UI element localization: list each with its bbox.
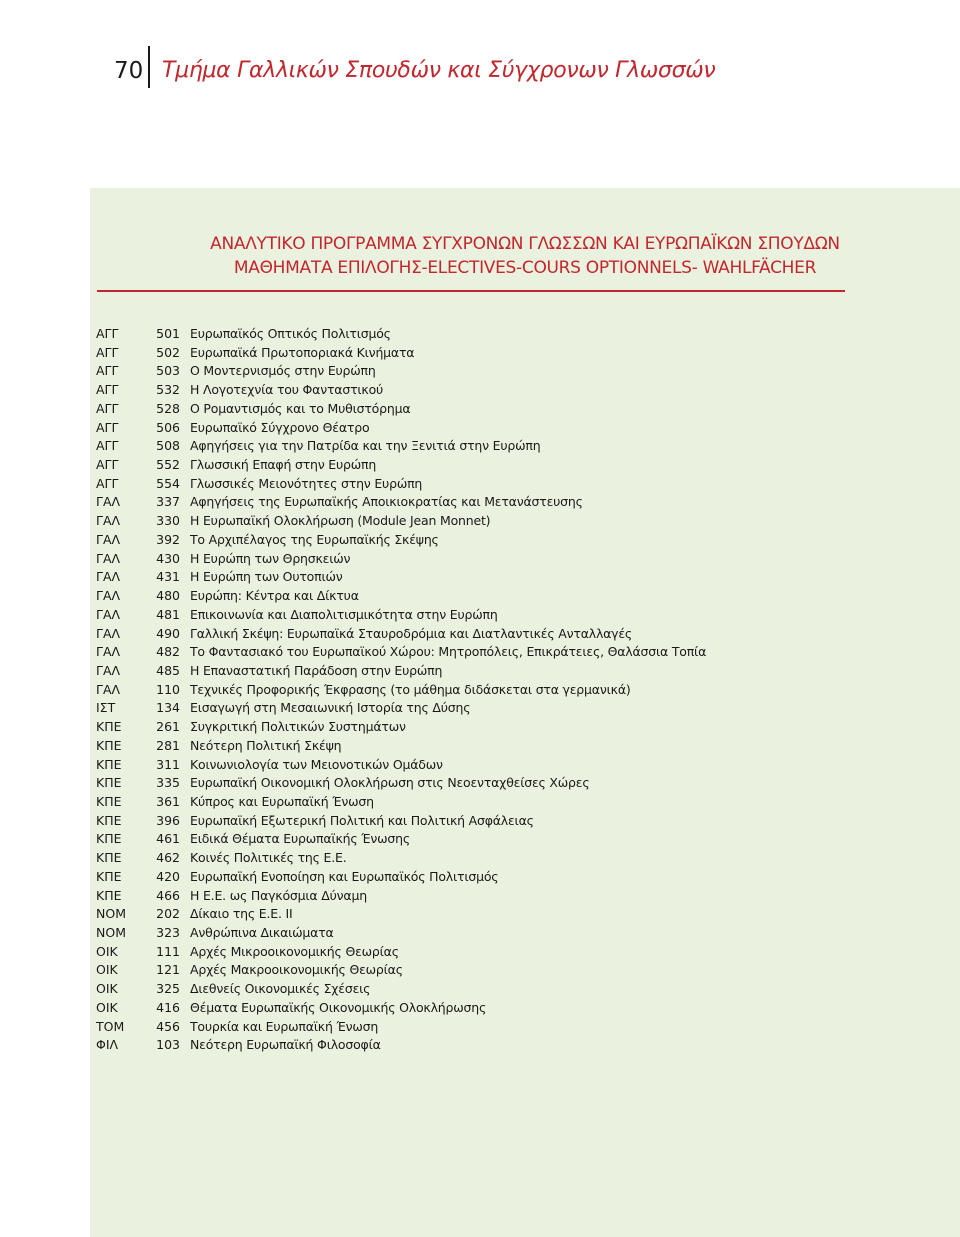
course-code: 503 [156, 363, 180, 379]
course-row [0, 699, 960, 718]
course-department: ΓΑΛ [96, 662, 121, 678]
course-department: ΑΓΓ [96, 419, 119, 435]
course-code: 501 [156, 326, 180, 341]
course-row [0, 980, 960, 999]
course-department: ΓΑΛ [96, 606, 121, 622]
course-row [0, 718, 960, 737]
course-code: 281 [156, 737, 180, 753]
course-title: Γλωσσική Επαφή στην Ευρώπη [190, 457, 377, 473]
course-row [0, 961, 960, 980]
course-title: Ευρωπαϊκό Σύγχρονο Θέατρο [190, 419, 370, 435]
course-title: Ειδικά Θέματα Ευρωπαϊκής Ένωσης [190, 831, 410, 847]
course-row [0, 905, 960, 924]
course-row [0, 419, 960, 438]
course-title: Ευρωπαϊκός Οπτικός Πολιτισμός [190, 326, 391, 341]
course-department: ΑΓΓ [96, 438, 119, 454]
course-code: 431 [156, 569, 180, 585]
course-row [0, 344, 960, 363]
course-department: ΝΟΜ [96, 925, 126, 940]
course-code: 121 [156, 962, 180, 978]
course-department: ΤΟΜ [96, 1018, 125, 1034]
course-department: ΟΙΚ [96, 981, 118, 997]
course-code: 462 [156, 850, 180, 866]
course-row [0, 774, 960, 793]
header-band [90, 0, 960, 188]
course-code: 330 [156, 513, 180, 529]
course-row [0, 568, 960, 587]
course-title: Ευρώπη: Κέντρα και Δίκτυα [190, 588, 359, 604]
course-department: ΑΓΓ [96, 326, 119, 341]
course-row [0, 587, 960, 606]
course-department: ΑΓΓ [96, 363, 119, 379]
course-title: Ο Μοντερνισμός στην Ευρώπη [190, 363, 376, 379]
course-row [0, 681, 960, 700]
course-department: ΑΓΓ [96, 382, 119, 398]
course-code: 466 [156, 887, 180, 903]
course-code: 502 [156, 344, 180, 360]
course-department: ΚΠΕ [96, 868, 122, 884]
course-department: ΚΠΕ [96, 887, 122, 903]
course-row [0, 606, 960, 625]
course-code: 554 [156, 475, 180, 491]
course-row [0, 531, 960, 550]
course-title: Νεότερη Πολιτική Σκέψη [190, 737, 342, 753]
course-code: 311 [156, 756, 180, 772]
program-heading: ΑΝΑΛΥΤΙΚΟ ΠΡΟΓΡΑΜΜΑ ΣΥΓΧΡΟΝΩΝ ΓΛΩΣΣΩΝ ΚΑΙ ΕΥΡΩΠΑΪΚΩΝ ΣΠΟΥΔΩΝ [210, 234, 840, 254]
course-code: 325 [156, 981, 180, 997]
course-title: Κύπρος και Ευρωπαϊκή Ένωση [190, 793, 374, 809]
course-title: Η Ευρωπαϊκή Ολοκλήρωση (Module Jean Monnet) [190, 513, 491, 529]
course-row [0, 812, 960, 831]
section-title: Τμήμα Γαλλικών Σπουδών και Σύγχρονων Γλωσσών [162, 58, 716, 83]
course-department: ΚΠΕ [96, 756, 122, 772]
course-row [0, 737, 960, 756]
course-code: 480 [156, 588, 180, 604]
course-department: ΚΠΕ [96, 831, 122, 847]
course-row [0, 868, 960, 887]
course-row [0, 849, 960, 868]
course-title: Η Ε.Ε. ως Παγκόσμια Δύναμη [190, 887, 367, 903]
course-code: 134 [156, 700, 180, 716]
course-code: 202 [156, 906, 180, 922]
header-divider [148, 46, 150, 88]
course-title: Επικοινωνία και Διαπολιτισμικότητα στην Ευρώπη [190, 606, 498, 622]
course-code: 456 [156, 1018, 180, 1034]
course-row [0, 756, 960, 775]
course-title: Η Επαναστατική Παράδοση στην Ευρώπη [190, 662, 443, 678]
course-code: 396 [156, 812, 180, 828]
course-title: Γλωσσικές Μειονότητες στην Ευρώπη [190, 475, 423, 491]
course-department: ΑΓΓ [96, 400, 119, 416]
course-department: ΓΑΛ [96, 550, 121, 566]
course-department: ΓΑΛ [96, 513, 121, 529]
course-department: ΑΓΓ [96, 457, 119, 473]
course-title: Γαλλική Σκέψη: Ευρωπαϊκά Σταυροδρόμια και Διατλαντικές Ανταλλαγές [190, 625, 633, 641]
course-code: 110 [156, 681, 180, 697]
course-title: Αρχές Μικροοικονομικής Θεωρίας [190, 943, 399, 959]
course-title: Νεότερη Ευρωπαϊκή Φιλοσοφία [190, 1037, 381, 1053]
course-code: 261 [156, 719, 180, 735]
course-code: 481 [156, 606, 180, 622]
course-row [0, 662, 960, 681]
course-row [0, 362, 960, 381]
course-row [0, 830, 960, 849]
course-title: Θέματα Ευρωπαϊκής Οικονομικής Ολοκλήρωσης [190, 999, 487, 1015]
course-title: Ευρωπαϊκή Ενοποίηση και Ευρωπαϊκός Πολιτισμός [190, 868, 499, 884]
course-department: ΚΠΕ [96, 737, 122, 753]
course-code: 361 [156, 793, 180, 809]
course-department: ΝΟΜ [96, 906, 126, 922]
course-row [0, 924, 960, 943]
course-row [0, 550, 960, 569]
course-department: ΓΑΛ [96, 681, 121, 697]
course-code: 103 [156, 1037, 180, 1053]
course-row [0, 437, 960, 456]
course-department: ΑΓΓ [96, 344, 119, 360]
course-code: 420 [156, 868, 180, 884]
course-title: Κοινωνιολογία των Μειονοτικών Ομάδων [190, 756, 443, 772]
course-title: Διεθνείς Οικονομικές Σχέσεις [190, 981, 371, 997]
heading-rule [97, 290, 845, 292]
course-department: ΚΠΕ [96, 775, 122, 791]
course-department: ΙΣΤ [96, 700, 116, 716]
course-department: ΟΙΚ [96, 999, 118, 1015]
course-department: ΓΑΛ [96, 625, 121, 641]
course-department: ΚΠΕ [96, 850, 122, 866]
course-row [0, 512, 960, 531]
course-code: 323 [156, 925, 180, 940]
page-number: 70 [114, 58, 144, 84]
course-row [0, 381, 960, 400]
course-row [0, 325, 960, 344]
course-department: ΓΑΛ [96, 531, 121, 547]
course-title: Ευρωπαϊκά Πρωτοποριακά Κινήματα [190, 344, 415, 360]
course-title: Η Λογοτεχνία του Φανταστικού [190, 382, 384, 398]
course-row [0, 493, 960, 512]
course-list [0, 325, 960, 1055]
course-title: Αρχές Μακροοικονομικής Θεωρίας [190, 962, 403, 978]
course-code: 111 [156, 943, 180, 959]
course-title: Συγκριτική Πολιτικών Συστημάτων [190, 719, 406, 735]
course-row [0, 793, 960, 812]
course-code: 528 [156, 400, 180, 416]
course-department: ΚΠΕ [96, 793, 122, 809]
course-row [0, 1018, 960, 1037]
course-row [0, 475, 960, 494]
course-title: Αφηγήσεις της Ευρωπαϊκής Αποικιοκρατίας και Μετανάστευσης [190, 494, 583, 510]
course-row [0, 887, 960, 906]
course-code: 552 [156, 457, 180, 473]
course-code: 506 [156, 419, 180, 435]
course-code: 337 [156, 494, 180, 510]
course-code: 485 [156, 662, 180, 678]
course-code: 392 [156, 531, 180, 547]
course-title: Εισαγωγή στη Μεσαιωνική Ιστορία της Δύσης [190, 700, 471, 716]
course-title: Δίκαιο της Ε.Ε. ΙΙ [190, 906, 293, 922]
course-row [0, 456, 960, 475]
electives-heading: ΜΑΘΗΜΑΤΑ ΕΠΙΛΟΓΗΣ-ELECTIVES-COURS OPTIONNELS- WAHLFÄCHER [233, 258, 817, 278]
course-code: 335 [156, 775, 180, 791]
course-row [0, 643, 960, 662]
course-department: ΚΠΕ [96, 719, 122, 735]
course-title: Τουρκία και Ευρωπαϊκή Ένωση [190, 1018, 379, 1034]
course-title: Τεχνικές Προφορικής Έκφρασης (το μάθημα διδάσκεται στα γερμανικά) [190, 681, 631, 697]
course-row [0, 625, 960, 644]
course-department: ΓΑΛ [96, 588, 121, 604]
course-code: 490 [156, 625, 180, 641]
course-code: 532 [156, 382, 180, 398]
course-title: Η Ευρώπη των Ουτοπιών [190, 569, 343, 585]
course-title: Ο Ρομαντισμός και το Μυθιστόρημα [190, 400, 411, 416]
course-department: ΦΙΛ [96, 1037, 119, 1053]
course-title: Η Ευρώπη των Θρησκειών [190, 550, 351, 566]
course-department: ΓΑΛ [96, 494, 121, 510]
course-department: ΟΙΚ [96, 943, 118, 959]
course-row [0, 943, 960, 962]
course-title: Το Αρχιπέλαγος της Ευρωπαϊκής Σκέψης [190, 531, 439, 547]
course-code: 416 [156, 999, 180, 1015]
course-code: 461 [156, 831, 180, 847]
course-code: 508 [156, 438, 180, 454]
course-title: Ανθρώπινα Δικαιώματα [190, 925, 334, 940]
course-title: Αφηγήσεις για την Πατρίδα και την Ξενιτιά στην Ευρώπη [190, 438, 541, 454]
course-code: 482 [156, 644, 180, 660]
course-department: ΟΙΚ [96, 962, 118, 978]
course-row [0, 1036, 960, 1055]
course-title: Ευρωπαϊκή Εξωτερική Πολιτική και Πολιτική Ασφάλειας [190, 812, 534, 828]
course-title: Ευρωπαϊκή Οικονομική Ολοκλήρωση στις Νεοενταχθείσες Χώρες [190, 775, 590, 791]
course-title: Κοινές Πολιτικές της Ε.Ε. [190, 850, 347, 866]
course-code: 430 [156, 550, 180, 566]
course-department: ΓΑΛ [96, 644, 121, 660]
course-row [0, 999, 960, 1018]
course-title: Το Φαντασιακό του Ευρωπαϊκού Χώρου: Μητροπόλεις, Επικράτειες, Θαλάσσια Τοπία [190, 644, 707, 660]
course-department: ΑΓΓ [96, 475, 119, 491]
course-department: ΓΑΛ [96, 569, 121, 585]
course-department: ΚΠΕ [96, 812, 122, 828]
course-row [0, 400, 960, 419]
